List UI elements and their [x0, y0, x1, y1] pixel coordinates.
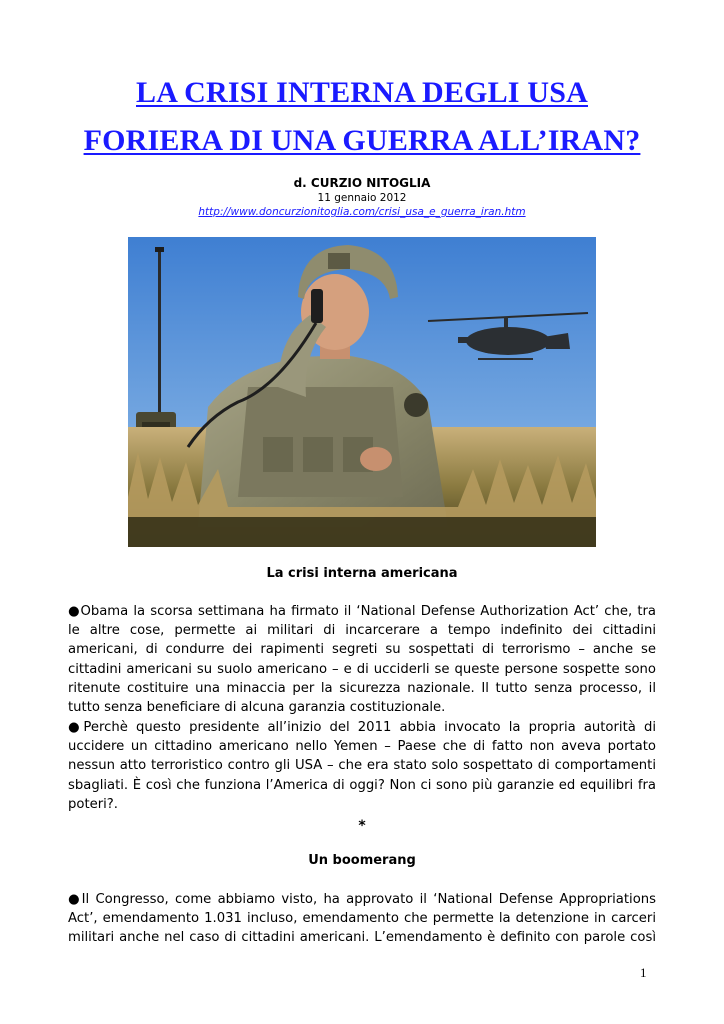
title-line-2: FORIERA DI UNA GUERRA ALL’IRAN?: [83, 124, 641, 157]
paragraph-1-line: ●Obama la scorsa settimana ha firmato il ‘National Defense Authorization Act’ che, tra: [68, 604, 656, 619]
source-link[interactable]: http://www.doncurzionitoglia.com/crisi_usa_e_guerra_iran.htm: [198, 206, 526, 218]
author: d. CURZIO NITOGLIA: [293, 176, 431, 190]
paragraph-3-line: militari anche nel caso di cittadini americani. L’emendamento è definito con parole così: [68, 930, 656, 946]
paragraph-1-line: ritenute costituire una minaccia per la sicurezza nazionale. Il tutto senza processo, il: [68, 680, 656, 696]
paragraph-3-line: Act’, emendamento 1.031 incluso, emendamento che permette la detenzione in carceri: [68, 911, 656, 927]
section-heading-crisi: La crisi interna americana: [266, 566, 458, 581]
soldier-photo: [128, 237, 596, 547]
paragraph-1-line: le altre cose, permette ai militari di incarcerare a tempo indefinito dei cittadini: [68, 623, 656, 639]
paragraph-2-line: poteri?.: [68, 796, 119, 812]
paragraph-1-line: cittadini americani su suolo americano – e di ucciderli se queste persone sospette sono: [68, 661, 656, 677]
section-heading-boomerang: Un boomerang: [308, 853, 416, 868]
section-separator: *: [358, 818, 366, 834]
title-line-1: LA CRISI INTERNA DEGLI USA: [136, 76, 588, 109]
paragraph-1-line: tutto senza beneficiare di alcuna garanzia costituzionale.: [68, 699, 446, 715]
paragraph-1: [68, 602, 656, 717]
paragraph-3: [68, 890, 656, 948]
paragraph-2: [68, 718, 656, 814]
paragraph-2-line: ●Perchè questo presidente all’inizio del 2011 abbia invocato la propria autorità di: [68, 720, 656, 735]
date: 11 gennaio 2012: [317, 192, 407, 204]
paragraph-2-line: nessun atto terroristico contro gli USA – che era stato solo sospettato di comportamenti: [68, 758, 656, 774]
paragraph-2-line: sbagliati. È così che funziona l’America di oggi? Non ci sono più garanzie ed equilibri fra: [68, 777, 656, 793]
paragraph-3-line: ●Il Congresso, come abbiamo visto, ha approvato il ‘National Defense Appropriations: [68, 892, 656, 907]
paragraph-1-line: americani, di condurre dei rapimenti segreti su sospettati di terrorismo – anche se: [68, 642, 656, 658]
page-number: 1: [640, 965, 647, 980]
paragraph-2-line: uccidere un cittadino americano nello Yemen – Paese che di fatto non aveva portato: [68, 739, 656, 755]
